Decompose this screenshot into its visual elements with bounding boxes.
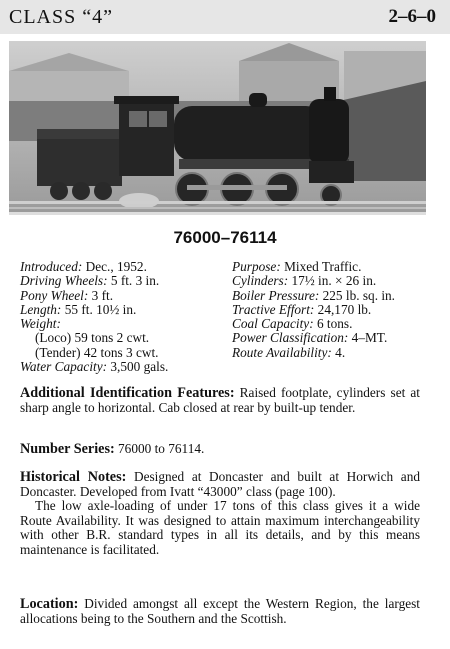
spec-cylinders: Cylinders: 17½ in. × 26 in.	[232, 273, 377, 289]
spec-pony-wheel: Pony Wheel: 3 ft.	[20, 287, 114, 303]
spec-driving-wheels: Driving Wheels: 5 ft. 3 in.	[20, 273, 160, 289]
number-range-heading: 76000–76114	[173, 228, 277, 247]
spec-tractive-effort: Tractive Effort: 24,170 lb.	[232, 301, 372, 317]
spec-coal-capacity: Coal Capacity: 6 tons.	[232, 316, 353, 332]
historical-notes: Historical Notes: Designed at Doncaster and built at Horwich and Doncaster. Developed from Ivatt “43000” class (page 100). The low axle-loading of under 17 tons of this class gives it a wide Route Availability. It was designed to attain maximum interchangeability with other B.R. standard types in all its details, and by this means maintenance is facilitated.	[20, 469, 421, 557]
spec-weight-loco: (Loco) 59 tons 2 cwt.	[35, 330, 150, 346]
location: Location: Divided amongst all except the Western Region, the largest allocations being to the Southern and the Scottish.	[20, 596, 420, 626]
spec-length: Length: 55 ft. 10½ in.	[20, 301, 137, 317]
locomotive-photo	[9, 41, 426, 215]
spec-weight-tender: (Tender) 42 tons 3 cwt.	[35, 344, 159, 360]
specs-right-column	[232, 260, 447, 360]
spec-introduced: Introduced: Dec., 1952.	[20, 259, 147, 274]
page-header	[0, 0, 450, 34]
number-series: Number Series: 76000 to 76114.	[20, 441, 205, 457]
wheel-arrangement: 2–6–0	[388, 6, 436, 27]
spec-power-classification: Power Classification: 4–MT.	[232, 330, 388, 346]
class-title: CLASS “4”	[9, 6, 113, 28]
identification-heading: Additional Identification Features:	[20, 385, 235, 401]
steam-locomotive-icon	[9, 41, 426, 215]
spec-boiler-pressure: Boiler Pressure: 225 lb. sq. in.	[232, 287, 396, 303]
spec-water-capacity: Water Capacity: 3,500 gals.	[20, 359, 169, 375]
number-series-heading: Number Series:	[20, 441, 115, 457]
spec-purpose: Purpose: Mixed Traffic.	[232, 259, 362, 274]
spec-weight: Weight:	[20, 316, 61, 332]
location-heading: Location:	[20, 596, 79, 612]
identification-features: Additional Identification Features: Raised footplate, cylinders set at sharp angle to horizontal. Cab closed at rear by built-up tender.	[20, 385, 420, 415]
spec-route-availability: Route Availability: 4.	[232, 344, 346, 360]
historical-heading: Historical Notes:	[20, 469, 127, 485]
specs-left-column	[20, 260, 225, 374]
